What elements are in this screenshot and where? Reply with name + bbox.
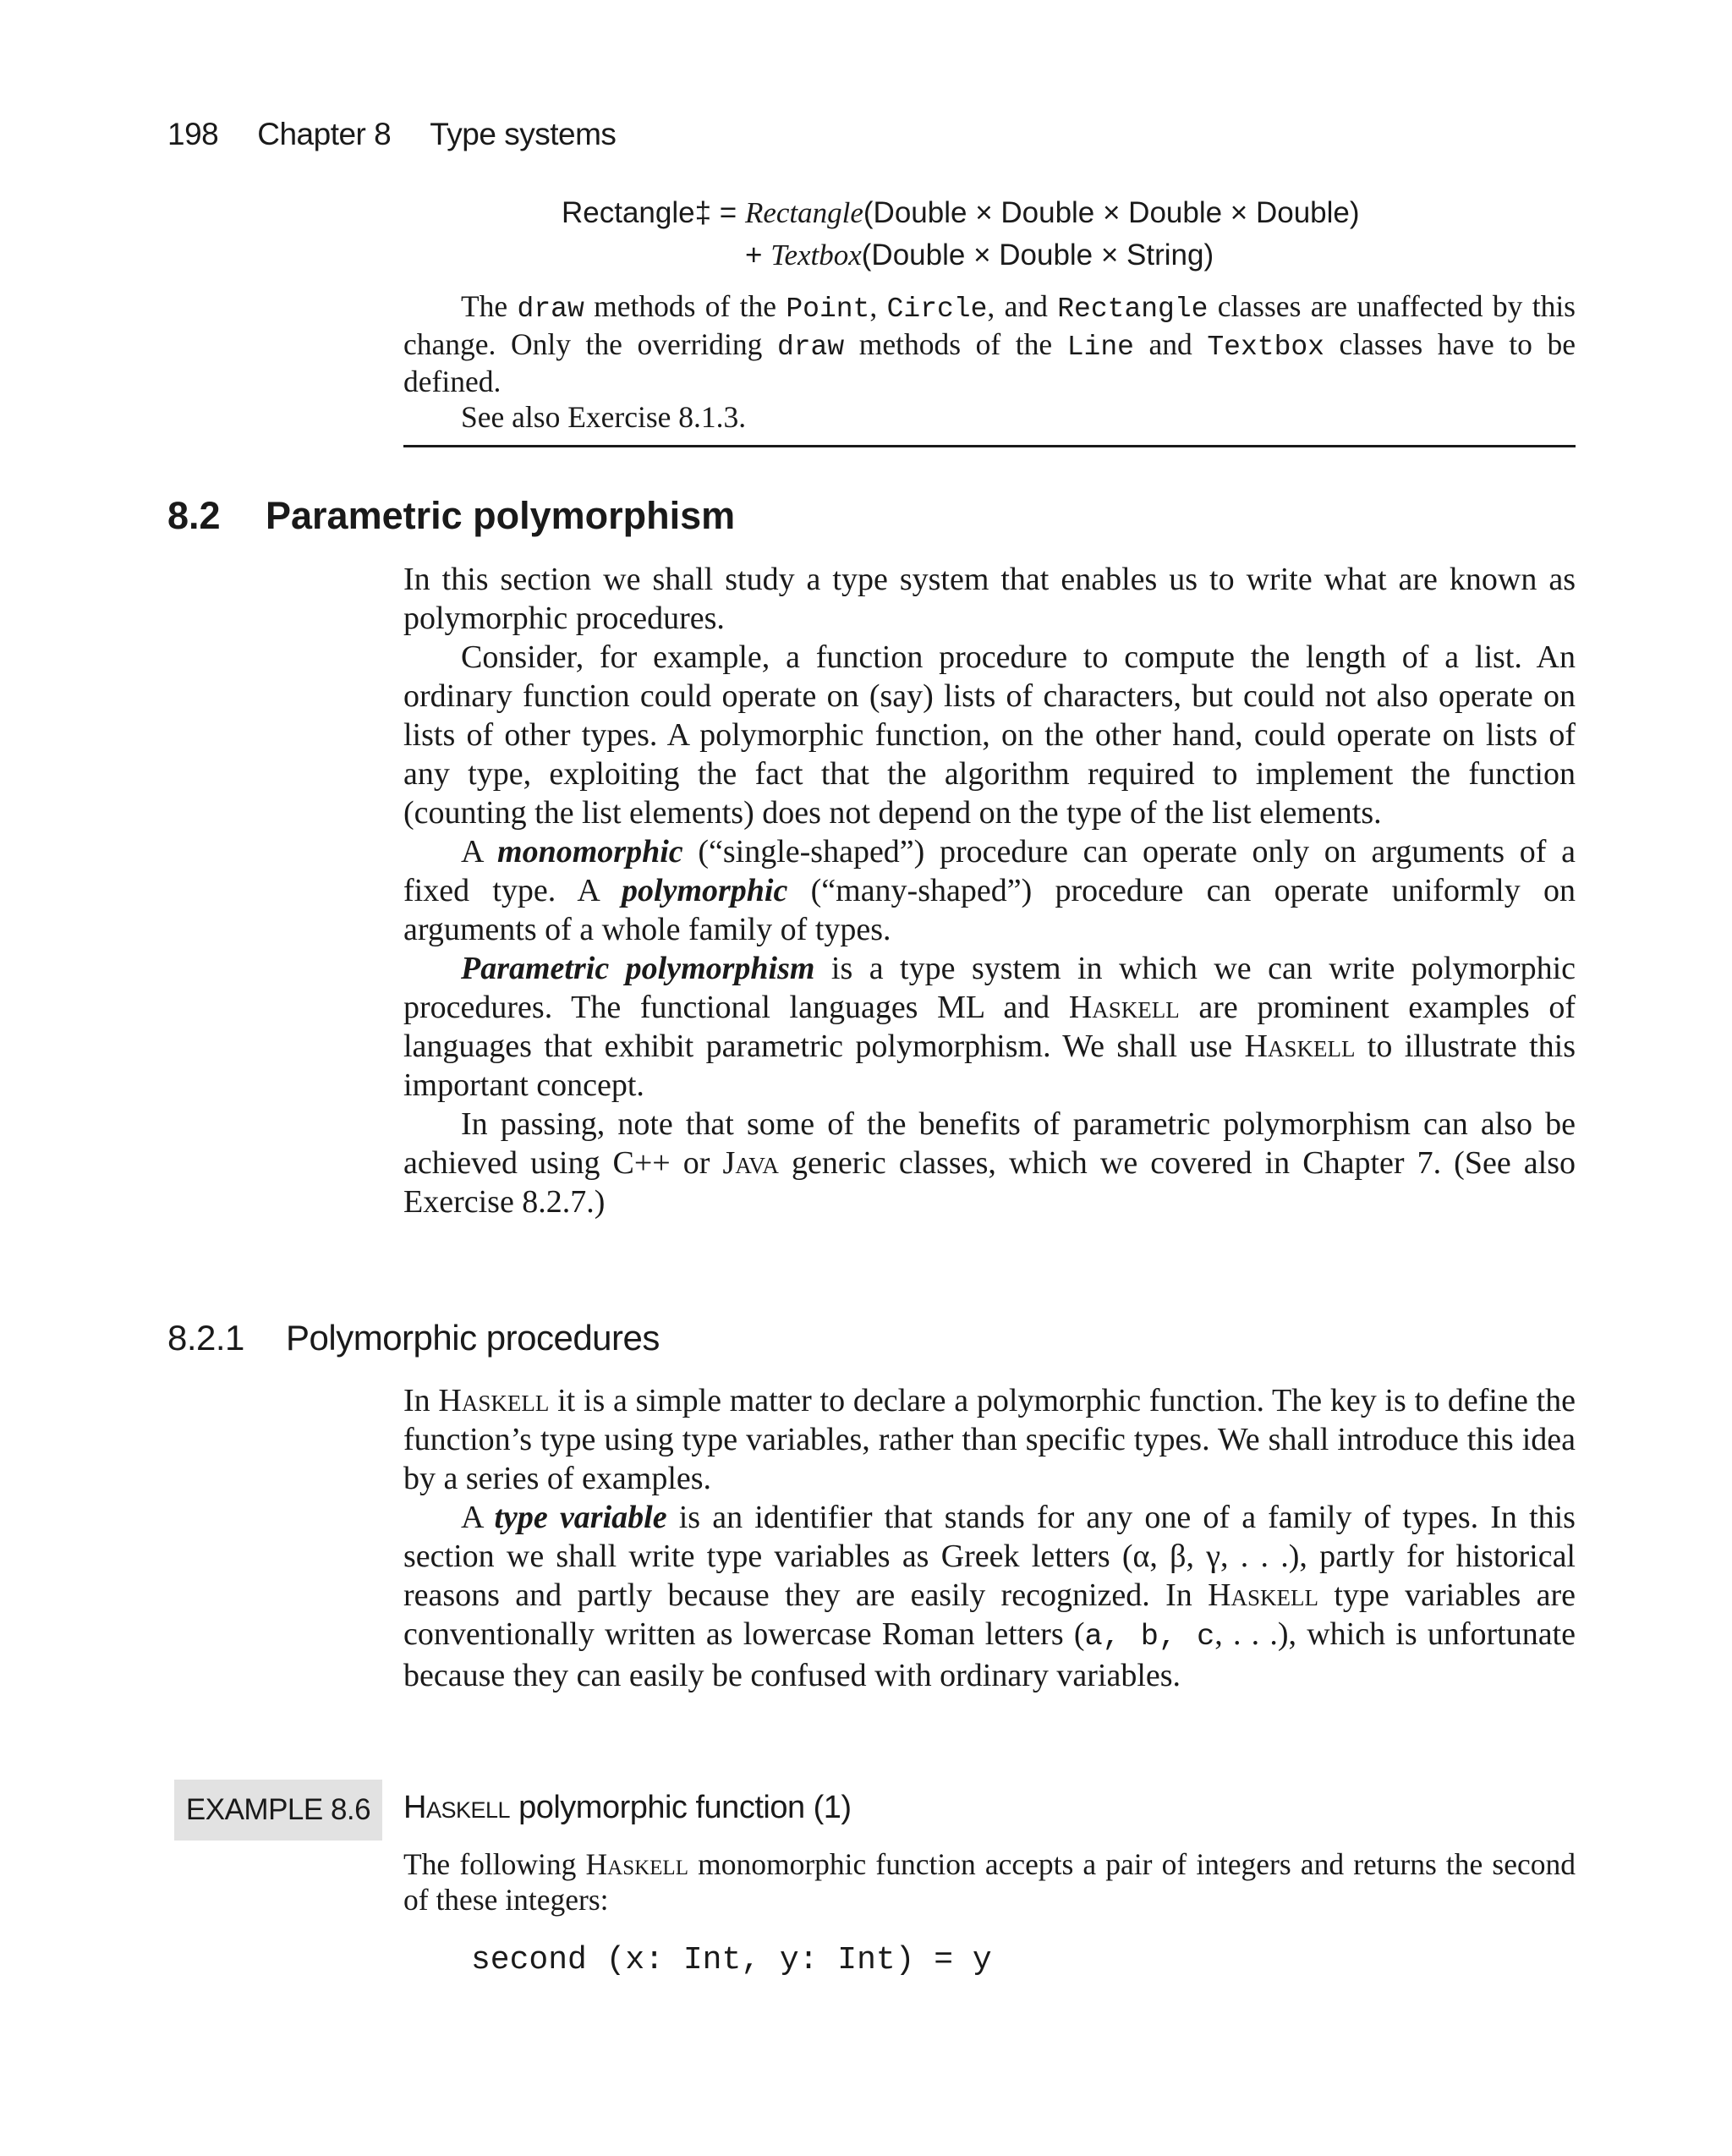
subsection-heading (167, 1318, 660, 1358)
equation-plus: + (745, 239, 763, 272)
subsection-paragraph-1: In Haskell it is a simple matter to declare a polymorphic function. The key is to define the function’s type using type variables, rather than specific types. We shall introduce this idea by a series of examples. (403, 1383, 1576, 1496)
subsection-text (403, 1381, 1576, 1695)
subsection-number: 8.2.1 (167, 1318, 244, 1358)
intro-text (403, 289, 1576, 435)
subsection-title: Polymorphic procedures (286, 1318, 660, 1358)
section-paragraph-3: A monomorphic (“single-shaped”) procedure can operate only on arguments of a fixed type. A polymorphic (“many-shaped”) procedure can operate uniformly on arguments of a whole family of types. (403, 834, 1576, 947)
example-paragraph-1: The following Haskell monomorphic function accepts a pair of integers and returns the second of these integers: (403, 1847, 1576, 1917)
example-title: Haskell polymorphic function (1) (403, 1790, 852, 1825)
type-equation-line-1 (562, 196, 1360, 230)
subsection-paragraph-2: A type variable is an identifier that stands for any one of a family of types. In this section we shall write type variables as Greek letters (α, β, γ, . . .), partly for historical reasons and partly because they are easily recognized. In Haskell type variables are conventionally written as lowercase Roman letters (a, b, c, . . .), which is unfortunate because they can easily be confused with ordinary variables. (403, 1500, 1576, 1693)
term-type-variable: type variable (494, 1500, 667, 1535)
running-head (167, 117, 616, 152)
section-number: 8.2 (167, 494, 221, 537)
chapter-title: Type systems (430, 117, 617, 151)
section-paragraph-1: In this section we shall study a type system that enables us to write what are known as polymorphic procedures. (403, 562, 1576, 636)
term-polymorphic: polymorphic (622, 873, 788, 908)
equation-textbox-args: (Double × Double × String) (861, 239, 1214, 272)
equation-lhs: Rectangle‡ = (562, 196, 737, 229)
page-number: 198 (167, 117, 219, 151)
term-monomorphic: monomorphic (497, 834, 683, 870)
section-title: Parametric polymorphism (266, 494, 736, 537)
section-text (403, 560, 1576, 1221)
section-paragraph-4: Parametric polymorphism is a type system in which we can write polymorphic procedures. The functional languages ML and Haskell are prominent examples of languages that exhibit parametric polymorphism. We shall use Haskell to illustrate this important concept. (403, 951, 1576, 1103)
section-paragraph-2: Consider, for example, a function procedure to compute the length of a list. An ordinary function could operate on (say) lists of characters, but could not also operate on lists of other types. A polymorphic function, on the other hand, could operate on lists of any type, exploiting the fact that the algorithm required to implement the function (counting the list elements) does not depend on the type of the list elements. (403, 639, 1576, 831)
example-badge: EXAMPLE 8.6 (174, 1780, 382, 1841)
chapter-label: Chapter 8 (257, 117, 392, 151)
equation-rectangle-args: (Double × Double × Double × Double) (863, 196, 1360, 229)
example-text (403, 1847, 1576, 1917)
intro-paragraph-1: The draw methods of the Point, Circle, and Rectangle classes are unaffected by this change. Only the overriding draw methods of the Line and Textbox classes have to be defined. (403, 289, 1576, 398)
section-paragraph-5: In passing, note that some of the benefits of parametric polymorphism can also be achieved using C++ or Java generic classes, which we covered in Chapter 7. (See also Exercise 8.2.7.) (403, 1106, 1576, 1220)
equation-textbox-ctor: Textbox (770, 239, 862, 272)
section-divider (403, 445, 1576, 447)
section-heading (167, 494, 735, 538)
code-example: second (x: Int, y: Int) = y (471, 1942, 992, 1978)
type-equation-line-2 (745, 239, 1214, 272)
equation-rectangle-ctor: Rectangle (744, 196, 863, 229)
intro-paragraph-2: See also Exercise 8.1.3. (461, 399, 747, 434)
term-parametric-polymorphism: Parametric polymorphism (461, 951, 815, 986)
